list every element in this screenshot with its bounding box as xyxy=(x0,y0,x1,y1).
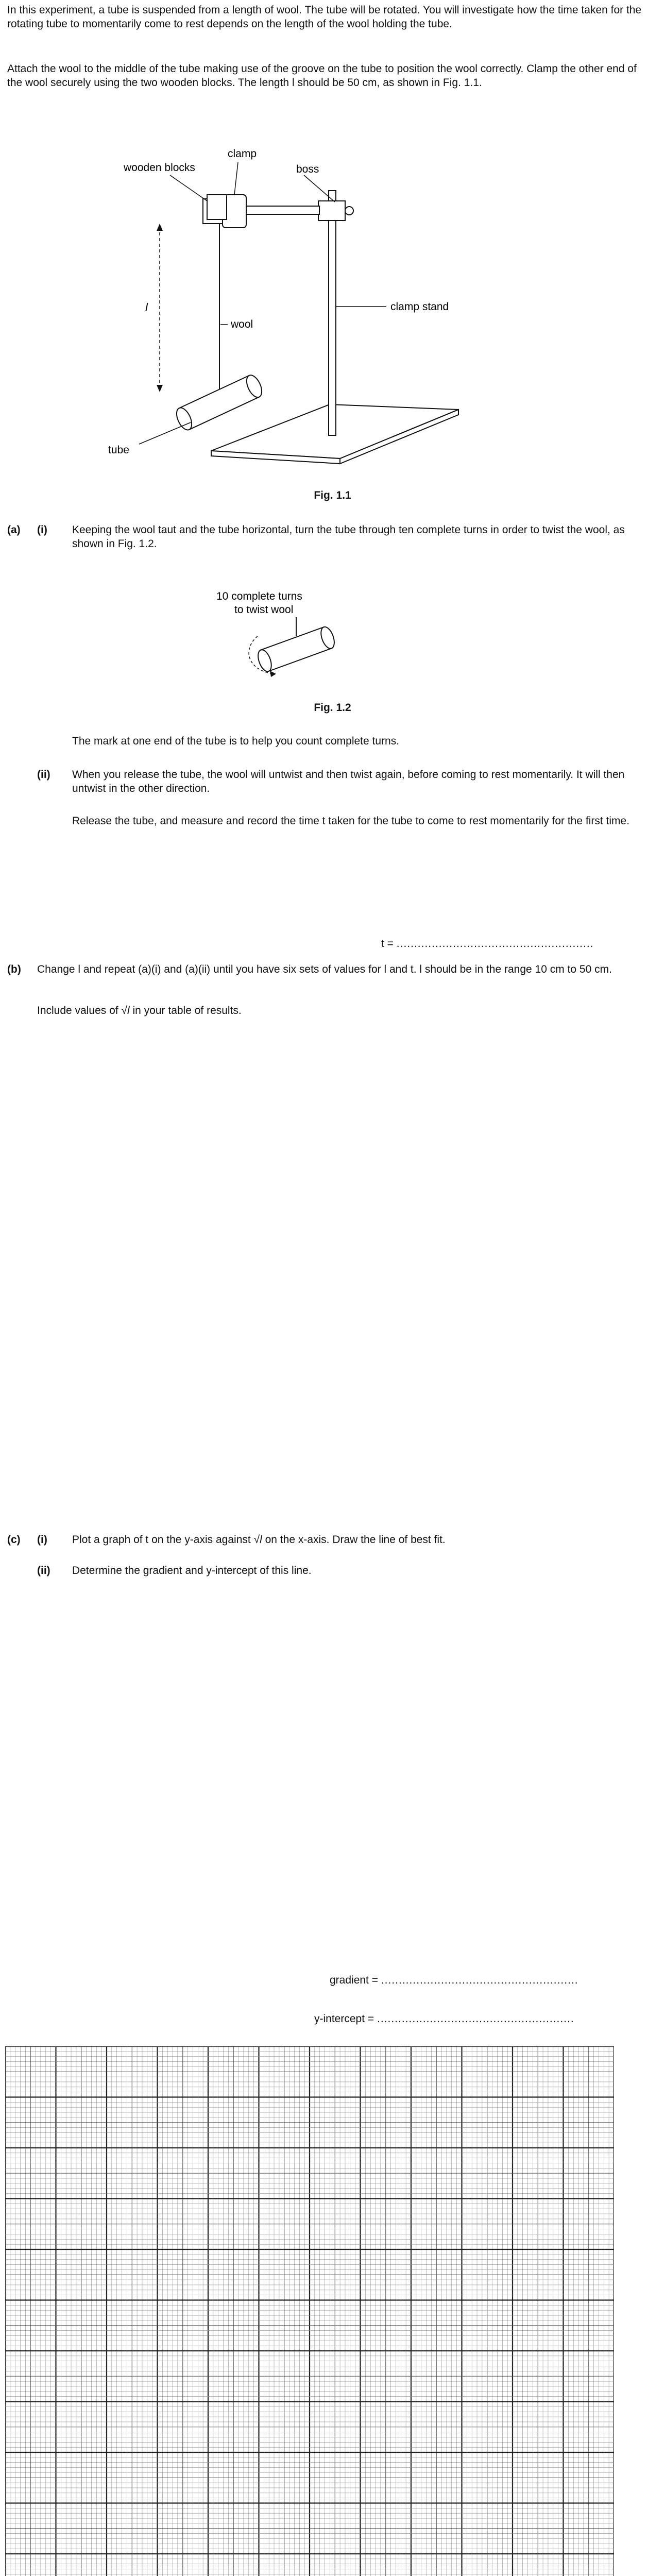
label-length-l: l xyxy=(145,301,148,314)
fig-1-1-caption: Fig. 1.1 xyxy=(314,489,351,501)
gradient-label: gradient = xyxy=(330,1974,378,1986)
part-b-text2-post: in your table of results. xyxy=(132,1005,242,1016)
part-b-text: Change l and repeat (a)(i) and (a)(ii) until you have six sets of values for l and t. l should be in the range 10 cm to 50 cm. xyxy=(37,963,612,975)
part-a-ii-text2: Release the tube, and measure and record the time t taken for the tube to come to rest momentarily for the first time. xyxy=(72,815,630,827)
answer-t-dots: ........................................................ xyxy=(396,938,594,950)
graph-paper-grid[interactable] xyxy=(5,2046,614,2576)
part-c-i-text-post: on the x-axis. Draw the line of best fit. xyxy=(265,1534,446,1546)
part-c-label: (c) xyxy=(7,1534,21,1546)
label-tube: tube xyxy=(108,444,129,456)
intercept-dots: ........................................................ xyxy=(377,2013,574,2025)
part-a-label: (a) xyxy=(7,524,21,536)
part-b-sqrt-l: √l xyxy=(121,1005,130,1016)
part-a-i-note: The mark at one end of the tube is to help you count complete turns. xyxy=(72,735,400,747)
intercept-answer-line[interactable] xyxy=(314,2012,649,2026)
part-c-i-label: (i) xyxy=(37,1534,47,1546)
twist-diagram xyxy=(206,587,422,690)
answer-t-line[interactable] xyxy=(381,937,649,951)
part-c-ii-text: Determine the gradient and y-intercept of this line. xyxy=(72,1565,312,1577)
label-wooden-blocks: wooden blocks xyxy=(124,162,195,174)
part-a-ii-text: When you release the tube, the wool will untwist and then twist again, before coming to rest momentarily. It will then untwist in the other direction. xyxy=(72,769,625,795)
part-a-i-label: (i) xyxy=(37,524,47,536)
part-c-sqrt-l: √l xyxy=(253,1534,262,1546)
part-a-ii-label: (ii) xyxy=(37,769,50,781)
fig12-label-line1: 10 complete turns xyxy=(216,590,302,602)
label-wool: wool xyxy=(231,318,253,330)
intercept-label: y-intercept = xyxy=(314,2013,374,2025)
part-c-i-text-pre: Plot a graph of t on the y-axis against xyxy=(72,1534,251,1546)
apparatus-diagram xyxy=(93,129,515,479)
intro-paragraph-1: In this experiment, a tube is suspended from a length of wool. The tube will be rotated. You will investigate how the time taken for the rotating tube to momentarily come to rest depends on the length of the wool holding the tube. xyxy=(7,4,642,30)
intro-paragraph-2: Attach the wool to the middle of the tube making use of the groove on the tube to position the wool correctly. Clamp the other end of the wool securely using the two wooden blocks. The length l should be 50 cm, as shown in Fig. 1.1. xyxy=(7,63,637,89)
label-boss: boss xyxy=(296,163,319,175)
fig12-label-line2: to twist wool xyxy=(234,604,294,616)
part-b-text2 xyxy=(37,1004,650,1018)
label-clamp: clamp xyxy=(228,148,257,160)
part-c-ii-label: (ii) xyxy=(37,1565,50,1577)
label-clamp-stand: clamp stand xyxy=(390,301,449,313)
gradient-answer-line[interactable] xyxy=(330,1973,649,1987)
part-b-text2-pre: Include values of xyxy=(37,1005,118,1016)
gradient-dots: ........................................................ xyxy=(381,1974,578,1986)
part-c-i-text xyxy=(72,1533,649,1547)
answer-t-label: t = xyxy=(381,938,394,950)
part-a-i-text: Keeping the wool taut and the tube horizontal, turn the tube through ten complete turns in order to twist the wool, as shown in Fig. 1.2. xyxy=(72,524,625,550)
part-b-label: (b) xyxy=(7,963,21,975)
fig-1-2-caption: Fig. 1.2 xyxy=(314,702,351,714)
